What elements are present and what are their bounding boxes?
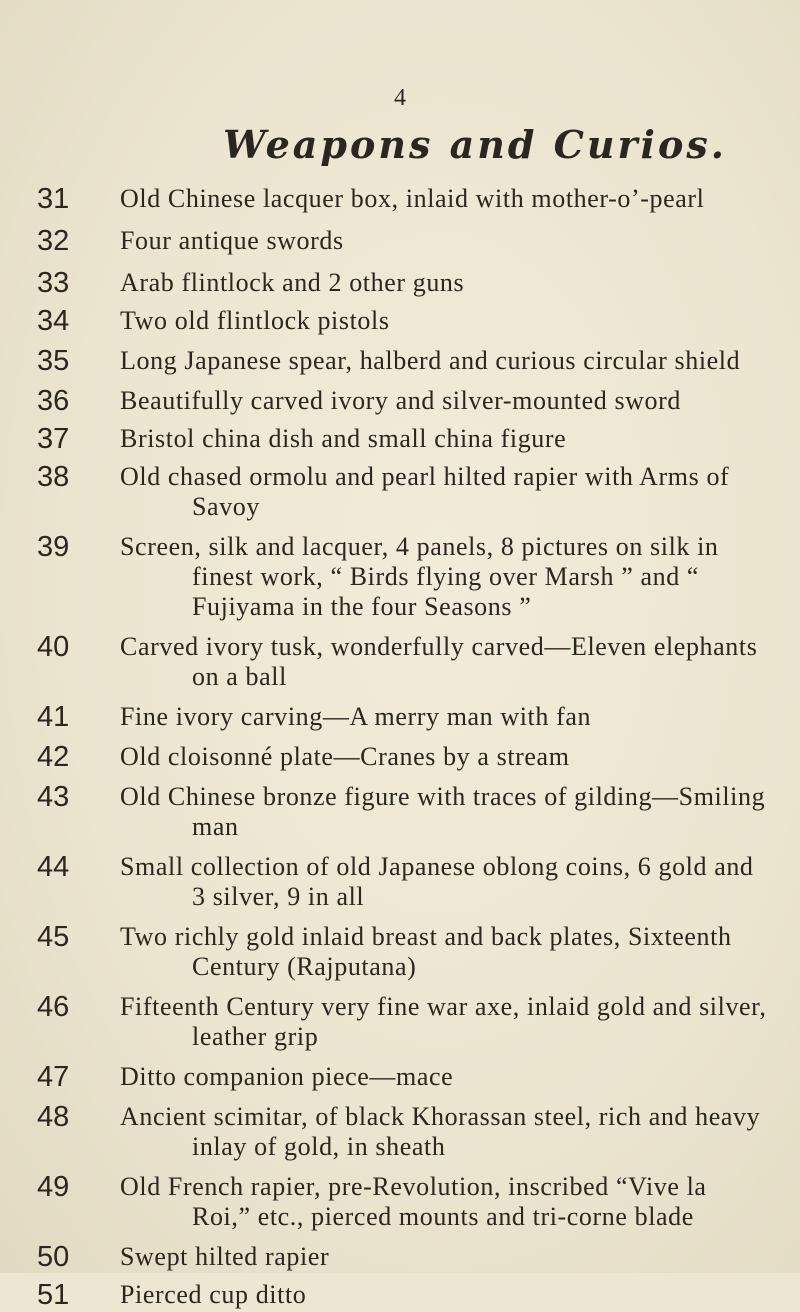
lot-entry: [0, 740, 800, 774]
page-number: 4: [394, 85, 406, 111]
lot-number: 32: [37, 225, 70, 257]
lot-entry: [0, 1060, 800, 1094]
lot-description: Old Chinese bronze figure with traces of gilding—Smiling man: [120, 782, 766, 841]
lot-description: Swept hilted rapier: [120, 1242, 330, 1271]
lot-entry: [0, 850, 800, 912]
lot-number: 43: [37, 781, 70, 813]
lot-entry: [0, 304, 800, 338]
lot-description: Four antique swords: [120, 226, 344, 255]
lot-description: Old French rapier, pre-Revolution, inscribed “Vive la Roi,” etc., pierced mounts and tri-corne blade: [120, 1172, 707, 1231]
lot-description: Old Chinese lacquer box, inlaid with mother-o’-pearl: [120, 184, 705, 213]
lot-number: 36: [37, 385, 70, 417]
lot-number: 33: [37, 267, 70, 299]
lot-entry: [0, 990, 800, 1052]
lot-entry: [0, 224, 800, 258]
lot-number: 48: [37, 1101, 70, 1133]
lot-description: Fine ivory carving—A merry man with fan: [120, 702, 592, 731]
lot-entry: [0, 344, 800, 378]
lot-entry: [0, 1278, 800, 1312]
lot-number: 37: [37, 423, 70, 455]
lot-entry: [0, 182, 800, 216]
lot-description: Bristol china dish and small china figure: [120, 424, 567, 453]
lot-number: 34: [37, 305, 70, 337]
lot-number: 44: [37, 851, 70, 883]
lot-number: 38: [37, 461, 70, 493]
lot-entry: [0, 530, 800, 622]
lot-number: 47: [37, 1061, 70, 1093]
lot-description: Old cloisonné plate—Cranes by a stream: [120, 742, 570, 771]
lot-entry: [0, 630, 800, 692]
lot-entry: [0, 422, 800, 456]
lot-number: 39: [37, 531, 70, 563]
lot-entry: [0, 266, 800, 300]
lot-description: Fifteenth Century very fine war axe, inlaid gold and silver, leather grip: [120, 992, 767, 1051]
lot-entry: [0, 700, 800, 734]
lot-number: 35: [37, 345, 70, 377]
lot-entry: [0, 384, 800, 418]
lot-number: 49: [37, 1171, 70, 1203]
lot-number: 40: [37, 631, 70, 663]
lot-entry: [0, 1240, 800, 1274]
lot-description: Old chased ormolu and pearl hilted rapier with Arms of Savoy: [120, 462, 730, 521]
lot-description: Ancient scimitar, of black Khorassan steel, rich and heavy inlay of gold, in sheath: [120, 1102, 761, 1161]
lot-entry: [0, 1170, 800, 1232]
lot-number: 46: [37, 991, 70, 1023]
lot-description: Carved ivory tusk, wonderfully carved—Eleven elephants on a ball: [120, 632, 758, 691]
lot-entry: [0, 1100, 800, 1162]
lot-number: 45: [37, 921, 70, 953]
lot-description: Arab flintlock and 2 other guns: [120, 268, 465, 297]
lot-description: Two richly gold inlaid breast and back plates, Sixteenth Century (Rajputana): [120, 922, 732, 981]
lot-description: Beautifully carved ivory and silver-mounted sword: [120, 386, 682, 415]
lot-number: 51: [37, 1279, 70, 1311]
lot-entry: [0, 780, 800, 842]
lot-number: 41: [37, 701, 70, 733]
lot-description: Ditto companion piece—mace: [120, 1062, 454, 1091]
lot-description: Pierced cup ditto: [120, 1280, 307, 1309]
lot-description: Screen, silk and lacquer, 4 panels, 8 pictures on silk in finest work, “ Birds flying over Marsh ” and “ Fujiyama in the four Seasons ”: [120, 532, 719, 621]
lot-description: Long Japanese spear, halberd and curious circular shield: [120, 346, 741, 375]
lot-entry: [0, 920, 800, 982]
lot-entry: [0, 460, 800, 522]
lot-description: Small collection of old Japanese oblong coins, 6 gold and 3 silver, 9 in all: [120, 852, 754, 911]
lot-number: 42: [37, 741, 70, 773]
lot-number: 31: [37, 183, 70, 215]
lot-description: Two old flintlock pistols: [120, 306, 390, 335]
section-title: Weapons and Curios.: [223, 122, 727, 167]
lot-list: [0, 182, 800, 1312]
lot-number: 50: [37, 1241, 70, 1273]
